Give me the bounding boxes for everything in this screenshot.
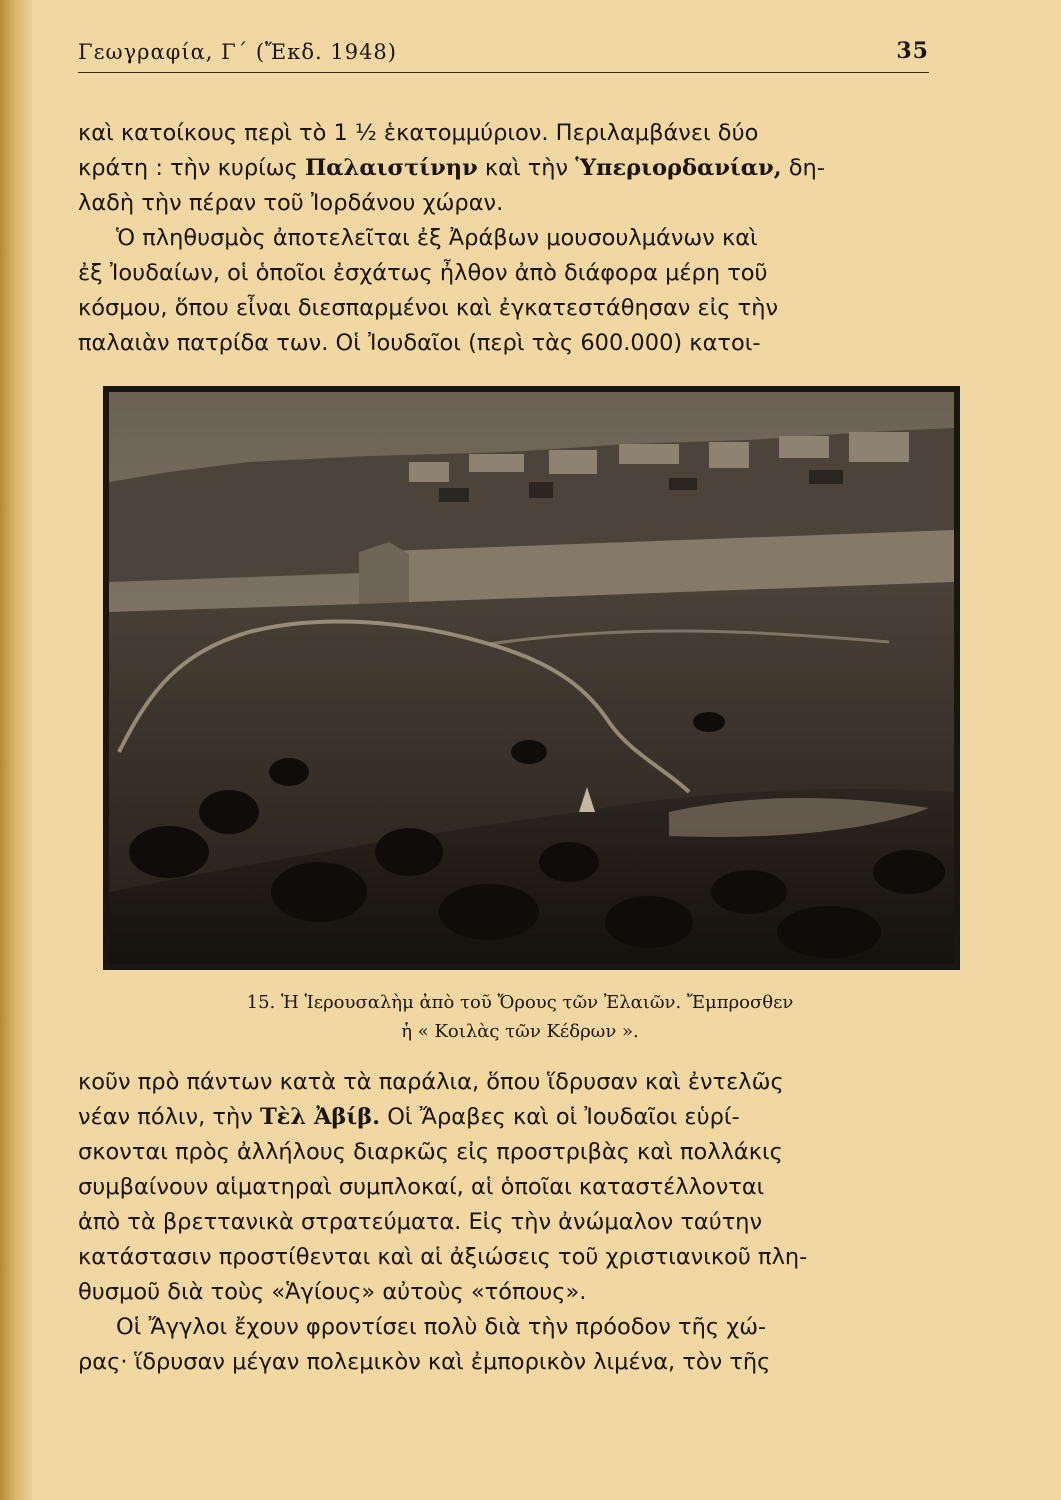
text-line: Ὁ πληθυσμὸς ἀποτελεῖται ἐξ Ἀράβων μουσουλμάνων καὶ — [116, 225, 758, 251]
book-spine-shadow — [0, 0, 32, 1500]
figure-caption — [160, 988, 880, 1046]
text-line: κοῦν πρὸ πάντων κατὰ τὰ παράλια, ὅπου ἵδρυσαν καὶ ἐντελῶς — [78, 1069, 784, 1095]
text-line — [78, 151, 938, 186]
page-number: 35 — [896, 38, 929, 64]
paragraph-population-composition — [78, 221, 938, 361]
text-run: κράτη : τὴν κυρίως — [78, 155, 298, 181]
text-run: δη- — [788, 155, 825, 181]
running-header — [78, 38, 929, 73]
text-line: σκονται πρὸς ἀλλήλους διαρκῶς εἰς προστριβὰς καὶ πολλάκις — [78, 1139, 783, 1165]
book-title: Γεωγραφία, Γ΄ (Ἔκδ. 1948) — [78, 40, 397, 64]
text-line — [78, 1100, 938, 1135]
caption-line: 15. Ἡ Ἱερουσαλὴμ ἀπὸ τοῦ Ὄρους τῶν Ἐλαιῶν. Ἔμπροσθεν — [246, 992, 794, 1013]
jerusalem-photograph — [103, 386, 960, 970]
paragraph-population-states — [78, 116, 938, 221]
text-line: Οἱ Ἄγγλοι ἔχουν φροντίσει πολὺ διὰ τὴν πρόοδον τῆς χώ- — [116, 1314, 767, 1340]
text-line: ἀπὸ τὰ βρεττανικὰ στρατεύματα. Εἰς τὴν ἀνώμαλον ταύτην — [78, 1209, 763, 1235]
emphasis-palestine: Παλαιστίνην — [304, 155, 478, 181]
text-line: θυσμοῦ διὰ τοὺς «Ἁγίους» αὐτοὺς «τόπους». — [78, 1279, 587, 1305]
text-line: ρας· ἵδρυσαν μέγαν πολεμικὸν καὶ ἐμπορικὸν λιμένα, τὸν τῆς — [78, 1349, 771, 1375]
text-run: νέαν πόλιν, τὴν — [78, 1104, 253, 1130]
paragraph-conflicts — [78, 1065, 938, 1310]
text-line: συμβαίνουν αἱματηραὶ συμπλοκαί, αἱ ὁποῖαι καταστέλλονται — [78, 1174, 765, 1200]
text-line: κατάστασιν προστίθενται καὶ αἱ ἀξιώσεις τοῦ χριστιανικοῦ πλη- — [78, 1244, 808, 1270]
emphasis-tel-aviv: Τὲλ Ἀβίβ. — [259, 1104, 381, 1130]
text-run: Οἱ Ἄραβες καὶ οἱ Ἰουδαῖοι εὑρί- — [387, 1104, 740, 1130]
text-line: ἐξ Ἰουδαίων, οἱ ὁποῖοι ἐσχάτως ἦλθον ἀπὸ διάφορα μέρη τοῦ — [78, 260, 768, 286]
text-line: κόσμου, ὅπου εἶναι διεσπαρμένοι καὶ ἐγκατεστάθησαν εἰς τὴν — [78, 295, 779, 321]
caption-line: ἡ « Κοιλὰς τῶν Κέδρων ». — [401, 1021, 639, 1042]
text-line: λαδὴ τὴν πέραν τοῦ Ἰορδάνου χώραν. — [78, 190, 504, 216]
text-line: παλαιὰν πατρίδα των. Οἱ Ἰουδαῖοι (περὶ τὰς 600.000) κατοι- — [78, 330, 761, 356]
text-run: καὶ τὴν — [484, 155, 569, 181]
emphasis-transjordan: Ὑπεριορδανίαν, — [575, 155, 782, 181]
paragraph-british-progress — [78, 1310, 938, 1380]
text-line: καὶ κατοίκους περὶ τὸ 1 ½ ἑκατομμύριον. Περιλαμβάνει δύο — [78, 120, 759, 146]
